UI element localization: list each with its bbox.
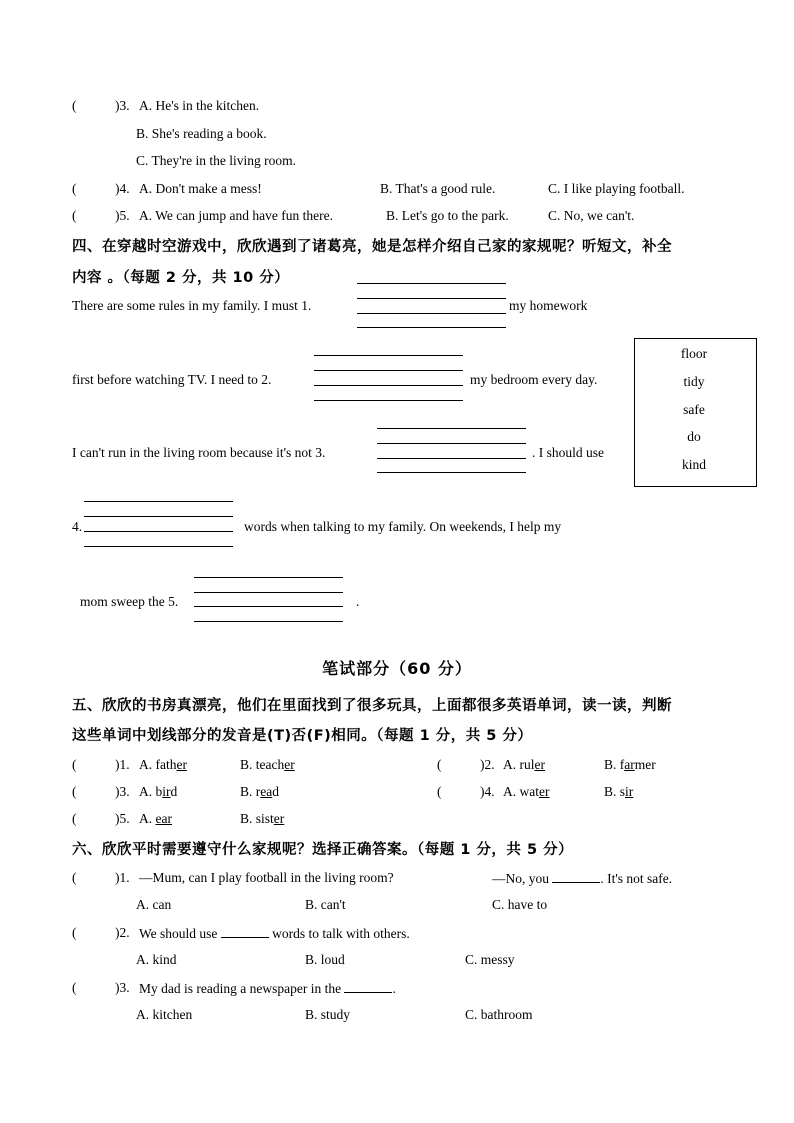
option-b: B. She's reading a book. — [136, 126, 267, 141]
answer-blank[interactable] — [221, 925, 269, 938]
blank-5-input[interactable] — [194, 606, 343, 607]
option-b: B. Let's go to the park. — [386, 208, 509, 223]
question-number: )5. — [115, 208, 130, 223]
answer-paren[interactable]: ( — [437, 784, 442, 799]
blank-line — [194, 592, 343, 593]
option-c: C. I like playing football. — [548, 181, 685, 196]
answer-paren[interactable]: ( — [72, 811, 77, 826]
question-number: )1. — [115, 870, 130, 885]
word-bank-item: safe — [683, 402, 705, 417]
blank-line — [84, 501, 233, 502]
passage-line-5-end: . — [356, 594, 360, 609]
item-number: )5. — [115, 811, 130, 826]
question-number: )2. — [115, 925, 130, 940]
question-number: )4. — [115, 181, 130, 196]
blank-line — [314, 400, 463, 401]
answer-paren[interactable]: ( — [72, 870, 77, 885]
blank-4-input[interactable] — [84, 531, 233, 532]
blank-line — [314, 370, 463, 371]
blank-line — [377, 443, 526, 444]
option-a: A. We can jump and have fun there. — [139, 208, 333, 223]
option-b: B. That's a good rule. — [380, 181, 496, 196]
answer-paren[interactable]: ( — [72, 181, 77, 196]
question-number: )3. — [115, 980, 130, 995]
item-number: )2. — [480, 757, 495, 772]
word-bank-item: kind — [681, 457, 706, 472]
blank-line — [357, 298, 506, 299]
blank-line — [314, 355, 463, 356]
word-b: B. sister — [240, 811, 285, 826]
blank-3-input[interactable] — [377, 458, 526, 459]
option-a: A. can — [136, 897, 172, 912]
word-b: B. teacher — [240, 757, 295, 772]
word-a: A. bird — [139, 784, 178, 799]
passage-line-4: words when talking to my family. On weekends, I help my — [244, 519, 562, 534]
option-c: C. bathroom — [465, 1007, 533, 1022]
blank-line — [357, 327, 506, 328]
section-5-heading: 五、欣欣的书房真漂亮，他们在里面找到了很多玩具，上面都很多英语单词，读一读，判断 — [72, 698, 672, 714]
question-reply: —No, you . It's not safe. — [492, 871, 673, 886]
passage-line-1: There are some rules in my family. I must 1. — [72, 298, 312, 313]
blank-line — [84, 516, 233, 517]
written-part-title: 笔试部分（60 分） — [322, 659, 472, 678]
answer-paren[interactable]: ( — [72, 980, 77, 995]
passage-line-4-number: 4. — [72, 519, 83, 534]
word-bank-box — [634, 338, 757, 487]
item-number: )1. — [115, 757, 130, 772]
answer-paren[interactable]: ( — [72, 208, 77, 223]
option-c: C. They're in the living room. — [136, 153, 297, 168]
blank-line — [377, 428, 526, 429]
passage-line-3: I can't run in the living room because it's not 3. — [72, 445, 326, 460]
answer-paren[interactable]: ( — [72, 925, 77, 940]
question-stem: —Mum, can I play football in the living room? — [139, 870, 394, 885]
item-number: )3. — [115, 784, 130, 799]
word-bank-item: do — [687, 429, 701, 444]
passage-line-1-end: my homework — [509, 298, 588, 313]
blank-line — [357, 283, 506, 284]
blank-line — [377, 472, 526, 473]
answer-blank[interactable] — [552, 870, 600, 883]
option-a: A. kind — [136, 952, 177, 967]
option-c: C. messy — [465, 952, 515, 967]
answer-paren[interactable]: ( — [437, 757, 442, 772]
option-c: C. have to — [492, 897, 548, 912]
option-b: B. loud — [305, 952, 345, 967]
section-5-heading-cont: 这些单词中划线部分的发音是(T)否(F)相同。（每题 1 分，共 5 分） — [72, 728, 533, 744]
blank-2-input[interactable] — [314, 385, 463, 386]
word-a: A. water — [503, 784, 550, 799]
blank-line — [84, 546, 233, 547]
passage-line-2: first before watching TV. I need to 2. — [72, 372, 272, 387]
blank-line — [194, 621, 343, 622]
passage-line-3-end: . I should use — [532, 445, 604, 460]
item-number: )4. — [480, 784, 495, 799]
answer-paren[interactable]: ( — [72, 757, 77, 772]
option-b: B. study — [305, 1007, 351, 1022]
blank-1-input[interactable] — [357, 313, 506, 314]
option-b: B. can't — [305, 897, 346, 912]
option-a: A. Don't make a mess! — [139, 181, 262, 196]
word-b: B. sir — [604, 784, 634, 799]
section-4-heading: 四、在穿越时空游戏中，欣欣遇到了诸葛亮，她是怎样介绍自己家的家规呢？听短文，补全 — [72, 239, 672, 255]
word-bank-item: tidy — [683, 374, 705, 389]
word-bank-item: floor — [680, 346, 708, 361]
option-a: A. kitchen — [136, 1007, 193, 1022]
word-b: B. farmer — [604, 757, 656, 772]
question-stem: We should use words to talk with others. — [139, 926, 410, 941]
answer-paren[interactable]: ( — [72, 98, 77, 113]
answer-blank[interactable] — [344, 980, 392, 993]
word-a: A. ear — [139, 811, 172, 826]
answer-paren[interactable]: ( — [72, 784, 77, 799]
word-a: A. father — [139, 757, 187, 772]
question-number: )3. — [115, 98, 130, 113]
passage-line-5: mom sweep the 5. — [80, 594, 179, 609]
word-a: A. ruler — [503, 757, 545, 772]
option-a: A. He's in the kitchen. — [139, 98, 260, 113]
word-b: B. read — [240, 784, 279, 799]
section-6-heading: 六、欣欣平时需要遵守什么家规呢？选择正确答案。（每题 1 分，共 5 分） — [72, 842, 574, 858]
blank-line — [194, 577, 343, 578]
option-c: C. No, we can't. — [548, 208, 635, 223]
question-stem: My dad is reading a newspaper in the . — [139, 981, 396, 996]
passage-line-2-end: my bedroom every day. — [470, 372, 598, 387]
section-4-heading-cont: 内容 。（每题 2 分，共 10 分） — [72, 270, 290, 286]
